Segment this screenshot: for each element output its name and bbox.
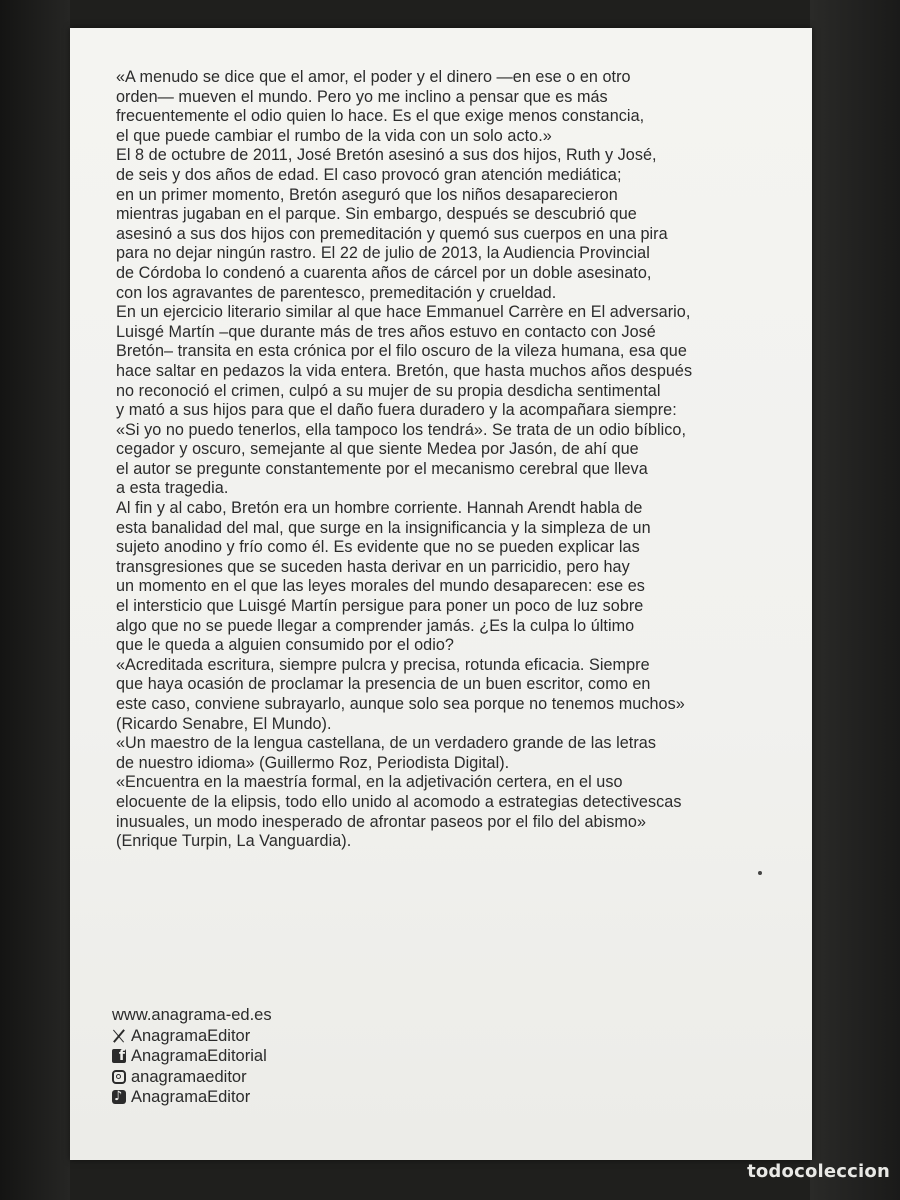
website-url[interactable]: www.anagrama-ed.es	[112, 1006, 272, 1024]
text-line: este caso, conviene subrayarlo, aunque solo sea porque no tenemos muchos»	[116, 695, 685, 713]
text-line: no reconoció el crimen, culpó a su mujer de su propia desdicha sentimental	[116, 381, 661, 400]
tiktok-handle-line[interactable]	[112, 1087, 272, 1108]
text-line: que haya ocasión de proclamar la presencia de un buen escritor, como en	[116, 675, 651, 694]
x-handle-line[interactable]	[112, 1026, 272, 1047]
synopsis-text	[116, 68, 806, 852]
text-line: esta banalidad del mal, que surge en la insignificancia y la simpleza de un	[116, 518, 651, 537]
book-back-cover	[70, 28, 812, 1160]
watermark	[747, 1161, 890, 1182]
speck	[758, 871, 762, 875]
text-line: el intersticio que Luisgé Martín persigue para poner un poco de luz sobre	[116, 597, 644, 616]
instagram-icon	[112, 1070, 126, 1084]
text-line: para no dejar ningún rastro. El 22 de julio de 2013, la Audiencia Provincial	[116, 244, 650, 263]
paragraph	[116, 773, 806, 851]
text-line: de Córdoba lo condenó a cuarenta años de cárcel por un doble asesinato,	[116, 263, 652, 282]
paragraph	[116, 499, 806, 656]
facebook-handle-line[interactable]	[112, 1046, 272, 1067]
text-line: En un ejercicio literario similar al que hace Emmanuel Carrère en El adversario,	[116, 303, 691, 322]
text-line: con los agravantes de parentesco, premeditación y crueldad.	[116, 283, 557, 302]
text-line: hace saltar en pedazos la vida entera. Bretón, que hasta muchos años después	[116, 361, 693, 380]
text-line: un momento en el que las leyes morales del mundo desaparecen: ese es	[116, 577, 645, 596]
text-line: de nuestro idioma» (Guillermo Roz, Periodista Digital).	[116, 753, 510, 772]
text-line: (Enrique Turpin, La Vanguardia).	[116, 832, 352, 851]
text-line: «Si yo no puedo tenerlos, ella tampoco los tendrá». Se trata de un odio bíblico,	[116, 420, 687, 439]
text-line: (Ricardo Senabre, El Mundo).	[116, 714, 332, 733]
x-handle[interactable]: AnagramaEditor	[131, 1026, 251, 1045]
text-line: Al fin y al cabo, Bretón era un hombre corriente. Hannah Arendt habla de	[116, 499, 643, 518]
paragraph	[116, 68, 806, 146]
text-line: algo que no se puede llegar a comprender jamás. ¿Es la culpa lo último	[116, 616, 635, 635]
tiktok-icon	[112, 1090, 126, 1104]
text-line: en un primer momento, Bretón aseguró que los niños desaparecieron	[116, 185, 618, 204]
background-left	[0, 0, 70, 1200]
text-line: inusuales, un modo inesperado de afrontar paseos por el filo del abismo»	[116, 812, 647, 831]
text-line: y mató a sus hijos para que el daño fuera duradero y la acompañara siempre:	[116, 401, 677, 420]
paragraph	[116, 656, 806, 734]
text-line: asesinó a sus dos hijos con premeditación y quemó sus cuerpos en una pira	[116, 224, 668, 243]
text-line: mientras jugaban en el parque. Sin embargo, después se descubrió que	[116, 205, 637, 224]
publisher-contacts	[112, 1005, 272, 1108]
paragraph	[116, 303, 806, 499]
paragraph	[116, 734, 806, 773]
text-line: el autor se pregunte constantemente por el mecanismo cerebral que lleva	[116, 459, 648, 478]
text-line: frecuentemente el odio quien lo hace. Es el que exige menos constancia,	[116, 107, 645, 126]
text-line: el que puede cambiar el rumbo de la vida con un solo acto.»	[116, 126, 552, 145]
website-line[interactable]	[112, 1005, 272, 1026]
text-line: orden— mueven el mundo. Pero yo me inclino a pensar que es más	[116, 87, 608, 106]
text-line: «Un maestro de la lengua castellana, de un verdadero grande de las letras	[116, 734, 656, 753]
text-line: El 8 de octubre de 2011, José Bretón asesinó a sus dos hijos, Ruth y José,	[116, 146, 657, 165]
instagram-handle[interactable]: anagramaeditor	[131, 1067, 247, 1086]
text-line: que le queda a alguien consumido por el odio?	[116, 636, 454, 655]
facebook-icon	[112, 1049, 126, 1063]
paragraph	[116, 146, 806, 303]
instagram-handle-line[interactable]	[112, 1067, 272, 1088]
facebook-handle[interactable]: AnagramaEditorial	[131, 1047, 267, 1065]
text-line: a esta tragedia.	[116, 479, 229, 498]
text-line: Bretón– transita en esta crónica por el filo oscuro de la vileza humana, esa que	[116, 342, 687, 361]
tiktok-handle[interactable]: AnagramaEditor	[131, 1088, 251, 1106]
watermark-text: todocoleccion	[747, 1161, 890, 1182]
text-line: «Acreditada escritura, siempre pulcra y precisa, rotunda eficacia. Siempre	[116, 655, 650, 674]
text-line: «Encuentra en la maestría formal, en la adjetivación certera, en el uso	[116, 773, 623, 792]
text-line: cegador y oscuro, semejante al que siente Medea por Jasón, de ahí que	[116, 440, 639, 459]
text-line: de seis y dos años de edad. El caso provocó gran atención mediática;	[116, 165, 622, 184]
text-line: Luisgé Martín –que durante más de tres años estuvo en contacto con José	[116, 322, 656, 341]
text-line: sujeto anodino y frío como él. Es evidente que no se pueden explicar las	[116, 538, 640, 557]
x-logo-icon	[112, 1029, 126, 1043]
text-line: transgresiones que se suceden hasta derivar en un parricidio, pero hay	[116, 557, 630, 576]
text-line: elocuente de la elipsis, todo ello unido al acomodo a estrategias detectivescas	[116, 792, 682, 811]
background-right	[810, 0, 900, 1200]
text-line: «A menudo se dice que el amor, el poder y el dinero —en ese o en otro	[116, 68, 631, 86]
